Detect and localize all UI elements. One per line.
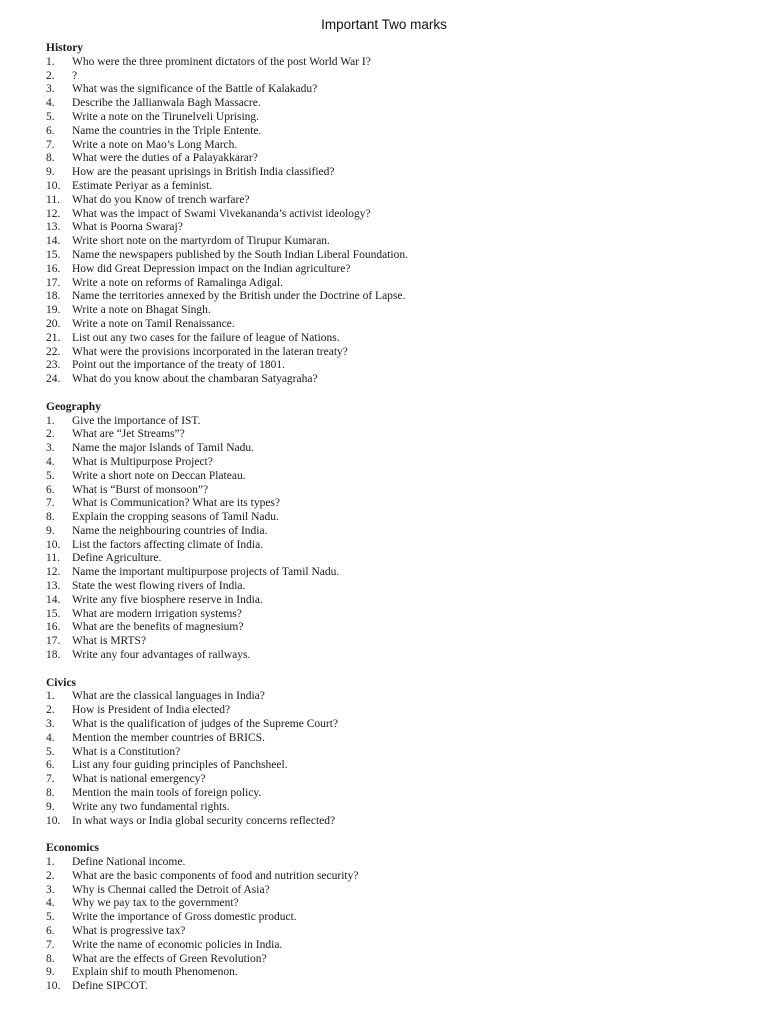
question-item [46,621,746,635]
question-item [46,525,746,539]
question-text: Write a note on Bhagat Singh. [72,304,211,317]
question-item [46,373,746,387]
question-item [46,939,746,953]
question-item [46,290,746,304]
question-item [46,456,746,470]
question-item [46,718,746,732]
question-item [46,925,746,939]
question-text: Name the territories annexed by the British under the Doctrine of Lapse. [72,290,406,303]
question-text: Why is Chennai called the Detroit of Asia? [72,883,270,896]
question-number: 3. [46,718,55,731]
question-text: Name the neighbouring countries of India. [72,524,268,537]
question-item [46,608,746,622]
question-number: 18. [46,649,61,662]
question-text: What were the duties of a Palayakkarar? [72,152,258,165]
question-number: 10. [46,538,61,551]
question-item [46,980,746,994]
question-item [46,511,746,525]
question-text: Write a note on reforms of Ramalinga Adigal. [72,276,283,289]
question-number: 8. [46,152,55,165]
question-text: Write any five biosphere reserve in India. [72,593,263,606]
question-item [46,263,746,277]
question-item [46,911,746,925]
question-number: 5. [46,110,55,123]
section-heading: Civics [46,676,77,689]
question-number: 12. [46,566,61,579]
question-item [46,856,746,870]
question-text: Define Agriculture. [72,552,162,565]
question-text: Name the important multipurpose projects of Tamil Nadu. [72,566,340,579]
section-heading: Economics [46,842,100,855]
question-text: Name the countries in the Triple Entente. [72,124,262,137]
question-number: 2. [46,704,55,717]
question-number: 9. [46,966,55,979]
question-text: How are the peasant uprisings in British India classified? [72,166,335,179]
question-number: 14. [46,235,61,248]
question-number: 15. [46,248,61,261]
question-text: Describe the Jallianwala Bagh Massacre. [72,97,261,110]
question-text: Write a note on Tamil Renaissance. [72,317,235,330]
question-number: 18. [46,290,61,303]
question-number: 4. [46,97,55,110]
question-item [46,166,746,180]
question-item [46,428,746,442]
question-item [46,759,746,773]
question-text: Explain shif to mouth Phenomenon. [72,966,238,979]
question-item [46,953,746,967]
question-number: 10. [46,179,61,192]
question-item [46,346,746,360]
question-number: 7. [46,138,55,151]
question-item [46,235,746,249]
question-item [46,125,746,139]
question-number: 8. [46,787,55,800]
question-item [46,277,746,291]
question-number: 13. [46,580,61,593]
question-item [46,884,746,898]
question-item [46,704,746,718]
question-text: Estimate Periyar as a feminist. [72,179,213,192]
question-number: 9. [46,800,55,813]
question-number: 13. [46,221,61,234]
question-text: Explain the cropping seasons of Tamil Nadu. [72,511,279,524]
question-text: What were the provisions incorporated in the lateran treaty? [72,345,348,358]
question-item [46,304,746,318]
question-text: Write a short note on Deccan Plateau. [72,469,246,482]
question-number: 1. [46,856,55,869]
question-number: 6. [46,483,55,496]
question-item [46,208,746,222]
question-number: 4. [46,731,55,744]
question-number: 21. [46,331,61,344]
question-item [46,690,746,704]
question-text: List the factors affecting climate of India. [72,538,264,551]
question-text: What was the significance of the Battle of Kalakadu? [72,83,318,96]
question-number: 14. [46,593,61,606]
question-text: What is MRTS? [72,635,147,648]
section-geography [46,401,746,663]
question-text: What are the effects of Green Revolution? [72,952,267,965]
question-text: Define National income. [72,856,186,869]
question-list [46,42,746,994]
question-number: 4. [46,455,55,468]
question-number: 12. [46,207,61,220]
question-item [46,318,746,332]
question-text: What are modern irrigation systems? [72,607,242,620]
question-item [46,732,746,746]
section-economics [46,842,746,994]
question-item [46,787,746,801]
question-item [46,580,746,594]
question-text: Write short note on the martyrdom of Tirupur Kumaran. [72,235,330,248]
question-number: 9. [46,166,55,179]
question-text: Define SIPCOT. [72,980,148,993]
question-text: Give the importance of IST. [72,414,201,427]
question-number: 11. [46,193,60,206]
question-item [46,539,746,553]
question-item [46,359,746,373]
question-item [46,249,746,263]
question-text: What are the benefits of magnesium? [72,621,244,634]
question-number: 2. [46,428,55,441]
question-number: 6. [46,759,55,772]
question-item [46,801,746,815]
question-number: 1. [46,690,55,703]
question-text: ? [72,69,78,82]
question-number: 10. [46,980,61,993]
question-item [46,97,746,111]
question-number: 5. [46,745,55,758]
question-number: 9. [46,524,55,537]
question-number: 2. [46,869,55,882]
question-number: 5. [46,469,55,482]
question-text: List any four guiding principles of Panchsheel. [72,759,288,772]
question-text: How is President of India elected? [72,704,231,717]
question-text: Name the major Islands of Tamil Nadu. [72,442,254,455]
question-item [46,484,746,498]
question-text: Mention the member countries of BRICS. [72,731,265,744]
question-item [46,180,746,194]
question-text: What is Multipurpose Project? [72,455,213,468]
question-text: Write any two fundamental rights. [72,800,230,813]
question-item [46,152,746,166]
question-number: 10. [46,814,61,827]
question-text: What is “Burst of monsoon”? [72,483,209,496]
section-heading: History [46,42,84,54]
question-number: 11. [46,552,60,565]
section-history [46,42,746,387]
question-text: What are the basic components of food and nutrition security? [72,869,359,882]
question-item [46,773,746,787]
page-title: Important Two marks [321,17,447,32]
question-text: What is progressive tax? [72,925,186,937]
question-text: What is Communication? What are its types? [72,497,281,510]
question-number: 8. [46,511,55,524]
question-number: 15. [46,607,61,620]
question-text: Write the name of economic policies in India. [72,938,283,951]
question-item [46,566,746,580]
question-item [46,594,746,608]
question-number: 7. [46,938,55,951]
question-text: Name the newspapers published by the South Indian Liberal Foundation. [72,248,408,261]
question-item [46,111,746,125]
question-text: What is Poorna Swaraj? [72,221,183,234]
question-text: What are the classical languages in India? [72,690,265,703]
question-text: Mention the main tools of foreign policy. [72,787,262,800]
question-number: 6. [46,124,55,137]
question-number: 3. [46,883,55,896]
question-text: Point out the importance of the treaty of 1801. [72,359,286,372]
question-number: 5. [46,911,55,924]
question-item [46,415,746,429]
question-item [46,194,746,208]
question-text: What do you Know of trench warfare? [72,193,250,206]
question-text: Why we pay tax to the government? [72,897,239,910]
question-item [46,470,746,484]
question-text: What is national emergency? [72,773,206,786]
question-number: 16. [46,621,61,634]
question-item [46,139,746,153]
question-number: 1. [46,55,55,68]
question-number: 1. [46,414,55,427]
question-number: 2. [46,69,55,82]
question-number: 3. [46,442,55,455]
question-item [46,966,746,980]
question-number: 17. [46,276,61,289]
question-text: What is a Constitution? [72,745,181,758]
question-number: 17. [46,635,61,648]
question-text: State the west flowing rivers of India. [72,580,246,593]
question-text: How did Great Depression impact on the Indian agriculture? [72,262,351,275]
question-item [46,83,746,97]
question-item [46,497,746,511]
question-text: What do you know about the chambaran Satyagraha? [72,373,318,386]
question-item [46,897,746,911]
question-number: 23. [46,359,61,372]
question-item [46,442,746,456]
question-number: 3. [46,83,55,96]
question-item [46,332,746,346]
question-number: 19. [46,304,61,317]
question-item [46,815,746,829]
section-heading: Geography [46,400,101,413]
question-text: Write a note on Mao’s Long March. [72,138,238,151]
question-text: What is the qualification of judges of the Supreme Court? [72,718,339,731]
question-text: Write the importance of Gross domestic product. [72,911,297,924]
question-number: 6. [46,925,55,937]
question-text: List out any two cases for the failure of league of Nations. [72,331,340,344]
question-number: 4. [46,897,55,910]
section-civics [46,677,746,829]
question-number: 8. [46,952,55,965]
question-item [46,870,746,884]
question-number: 7. [46,497,55,510]
question-item [46,746,746,760]
question-text: What was the impact of Swami Vivekananda’s activist ideology? [72,207,371,220]
question-item [46,552,746,566]
question-item [46,70,746,84]
question-text: Write a note on the Tirunelveli Uprising. [72,110,260,123]
question-number: 22. [46,345,61,358]
question-text: Write any four advantages of railways. [72,649,251,662]
question-text: Who were the three prominent dictators of the post World War I? [72,55,371,68]
question-number: 24. [46,373,61,386]
question-text: What are “Jet Streams”? [72,428,185,441]
question-text: In what ways or India global security concerns reflected? [72,814,336,827]
question-number: 20. [46,317,61,330]
question-item [46,635,746,649]
question-item [46,56,746,70]
question-number: 7. [46,773,55,786]
question-item [46,649,746,663]
question-number: 16. [46,262,61,275]
question-item [46,221,746,235]
